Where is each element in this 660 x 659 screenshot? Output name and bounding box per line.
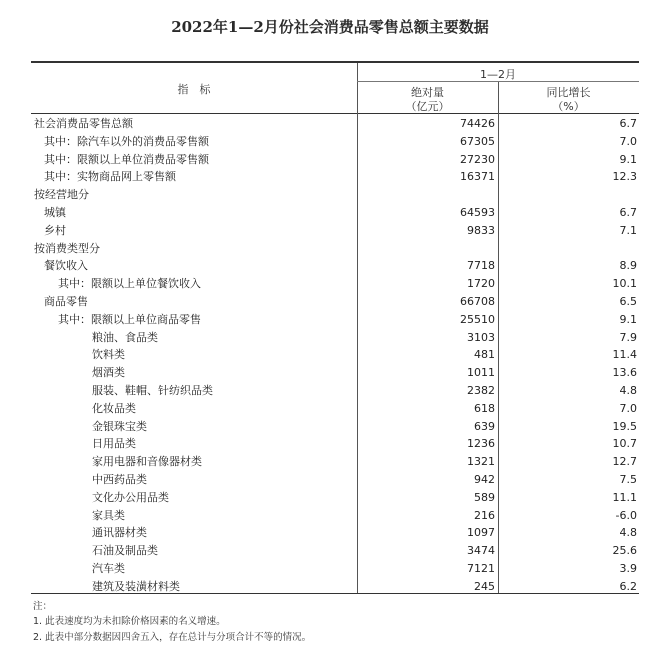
row-absolute-value: 3103 (467, 330, 495, 344)
row-growth-value: -6.0 (615, 508, 637, 522)
row-growth-value: 6.5 (619, 295, 637, 308)
header-growth: 同比增长 (546, 86, 591, 99)
row-absolute-value: 1097 (467, 526, 495, 540)
row-label: 烟酒类 (92, 366, 125, 380)
header-absolute-unit: （亿元） (405, 100, 450, 113)
row-absolute-value: 1011 (467, 366, 495, 380)
row-absolute-value: 942 (474, 473, 495, 486)
row-label: 家用电器和音像器材类 (92, 455, 202, 469)
header-indicator: 指 标 (177, 83, 211, 96)
row-label: 文化办公用品类 (92, 490, 169, 504)
row-growth-value: 7.1 (619, 223, 637, 237)
row-label: 其中：限额以上单位餐饮收入 (58, 277, 201, 291)
header-period: 1—2月 (480, 68, 516, 81)
row-label: 服装、鞋帽、针纺织品类 (92, 384, 213, 397)
row-absolute-value: 1236 (467, 437, 495, 451)
row-growth-value: 7.0 (619, 401, 637, 415)
row-growth-value: 19.5 (612, 419, 637, 433)
row-growth-value: 13.6 (612, 366, 637, 380)
row-label: 通讯器材类 (92, 526, 147, 540)
row-absolute-value: 67305 (460, 134, 495, 148)
row-absolute-value: 7718 (467, 259, 495, 273)
row-absolute-value: 639 (474, 419, 495, 433)
row-absolute-value: 64593 (460, 206, 495, 219)
row-label: 餐饮收入 (44, 259, 88, 273)
header-absolute: 绝对量 (411, 86, 444, 99)
row-label: 乡村 (44, 223, 66, 237)
row-absolute-value: 1321 (467, 455, 495, 469)
row-growth-value (499, 186, 637, 204)
row-absolute-value: 618 (474, 401, 495, 415)
row-label: 粮油、食品类 (92, 330, 158, 344)
row-label: 社会消费品零售总额 (34, 117, 133, 130)
row-growth-value: 7.0 (619, 134, 637, 148)
row-growth-value: 10.1 (612, 277, 637, 291)
row-absolute-value (358, 186, 495, 204)
row-growth-value: 6.2 (619, 579, 637, 593)
row-label: 家具类 (92, 508, 125, 522)
row-absolute-value: 66708 (460, 295, 495, 308)
row-growth-value: 11.1 (612, 490, 637, 504)
row-label: 日用品类 (92, 437, 136, 451)
row-growth-value: 7.9 (619, 330, 637, 344)
row-growth-value: 6.7 (619, 117, 637, 130)
row-growth-value: 3.9 (619, 562, 637, 575)
row-growth-value (499, 240, 637, 258)
notes-heading: 注： (33, 601, 53, 612)
row-absolute-value: 2382 (467, 384, 495, 397)
row-absolute-value: 25510 (460, 312, 495, 326)
row-label: 按消费类型分 (34, 241, 100, 255)
row-label: 汽车类 (92, 562, 125, 575)
row-label: 其中：除汽车以外的消费品零售额 (44, 134, 209, 148)
row-growth-value: 7.5 (619, 473, 637, 486)
row-growth-value: 11.4 (612, 348, 637, 362)
row-absolute-value: 16371 (460, 170, 495, 184)
row-growth-value: 9.1 (619, 152, 637, 166)
row-label: 其中：限额以上单位商品零售 (58, 312, 201, 326)
note-line-2: 2. 此表中部分数据因四舍五入，存在总计与分项合计不等的情况。 (33, 632, 312, 643)
row-absolute-value: 9833 (467, 223, 495, 237)
row-absolute-value: 74426 (460, 117, 495, 130)
row-growth-value: 8.9 (619, 259, 637, 273)
row-absolute-value: 7121 (467, 562, 495, 575)
row-label: 饮料类 (92, 348, 125, 362)
row-growth-value: 25.6 (612, 544, 637, 558)
row-label: 按经营地分 (34, 188, 89, 202)
row-absolute-value: 216 (474, 508, 495, 522)
row-absolute-value (358, 240, 495, 258)
row-growth-value: 12.3 (612, 170, 637, 184)
row-absolute-value: 245 (474, 579, 495, 593)
header-growth-unit: （%） (552, 100, 585, 113)
row-growth-value: 12.7 (612, 455, 637, 469)
row-absolute-value: 589 (474, 490, 495, 504)
row-absolute-value: 27230 (460, 152, 495, 166)
row-label: 城镇 (44, 206, 66, 219)
row-absolute-value: 1720 (467, 277, 495, 291)
row-absolute-value: 3474 (467, 544, 495, 558)
row-label: 其中：限额以上单位消费品零售额 (44, 152, 209, 166)
row-label: 商品零售 (44, 295, 88, 308)
page-title: 2022年1—2月份社会消费品零售总额主要数据 (171, 18, 489, 36)
row-label: 其中：实物商品网上零售额 (44, 170, 176, 184)
row-growth-value: 4.8 (619, 384, 637, 397)
row-label: 中西药品类 (92, 473, 147, 486)
row-label: 石油及制品类 (92, 544, 158, 558)
note-line-1: 1. 此表速度均为未扣除价格因素的名义增速。 (33, 616, 226, 627)
row-label: 化妆品类 (92, 401, 136, 415)
row-growth-value: 6.7 (619, 206, 637, 219)
row-label: 金银珠宝类 (92, 419, 147, 433)
row-growth-value: 10.7 (612, 437, 637, 451)
row-label: 建筑及装潢材料类 (92, 579, 180, 593)
row-growth-value: 9.1 (619, 312, 637, 326)
table-top-rule (31, 61, 639, 63)
row-growth-value: 4.8 (619, 526, 637, 540)
row-absolute-value: 481 (474, 348, 495, 362)
